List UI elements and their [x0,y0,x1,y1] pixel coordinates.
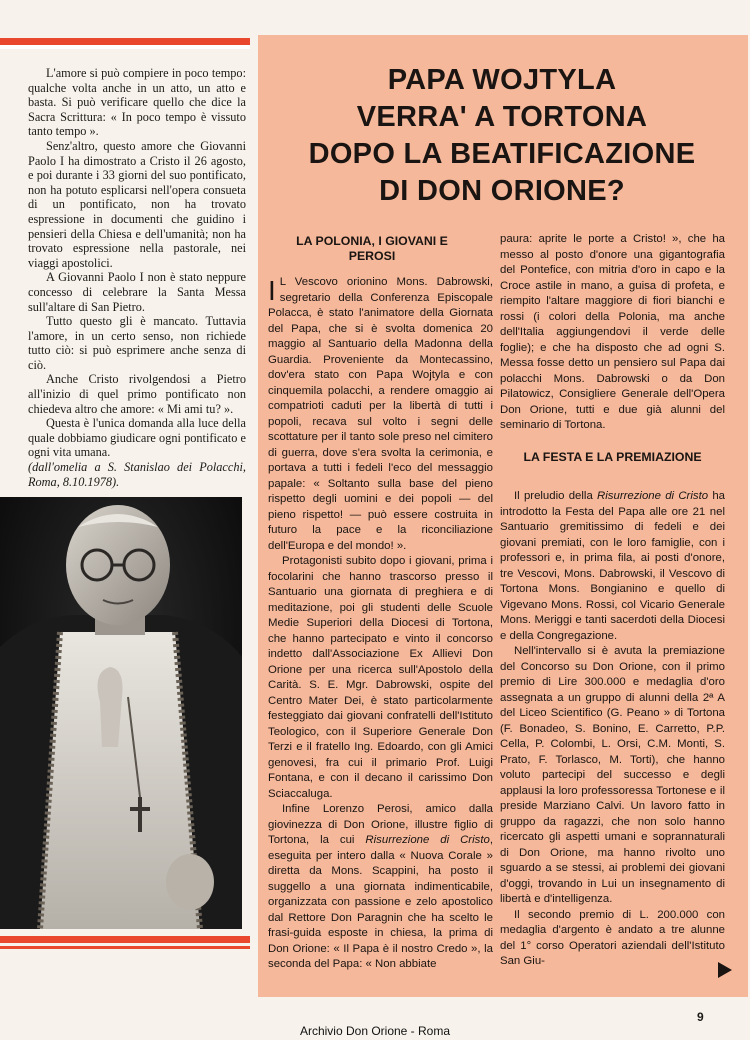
homily-paragraph: Anche Cristo rivolgendosi a Pietro all'inizio di quel primo pontificato non chiedeva altro che amore: « Mi ami tu? ». [28,372,246,416]
headline-line: PAPA WOJTYLA [387,64,617,96]
top-white-rule [0,45,250,49]
headline-line: VERRA' A TORTONA [356,101,648,133]
homily-paragraph: L'amore si può compiere in poco tempo: qualche volta anche in un atto, un atto e basta. Si può verificare quello che dice la Sacra Scrittura: « In poco tempo è vissuto tanto tempo ». [28,66,246,139]
homily-paragraph: Tutto questo gli è mancato. Tuttavia l'amore, in un certo senso, non richiede tutto ciò: si può esprimere anche senza di ciò. [28,314,246,372]
article-paragraph: Il preludio della Risurrezione di Cristo ha introdotto la Festa del Papa alle ore 21 nel Santuario gremitissimo di fedeli e dei giovani premiati, con le loro famiglie, con i professori e, in prima fila, ai posti d'onore, tre Vescovi, Mons. Dabrowski, il Vescovo di Tortona Mons. Bongianino e quello di Vigevano Mons. Rossi, col Vicario Generale Mons. Meriggi e tanti sacerdoti della Diocesi e della Congregazione. [500,490,725,642]
drop-cap: I [268,275,276,306]
article-paragraph: paura: aprite le porte a Cristo! », che ha messo al posto d'onore una gigantografia del Pontefice, con mitria d'oro in capo e la Croce astile in mano, a guisa di profeta, e riempito l'altare maggiore di fiori bianchi e rossi (i colori della Polonia, ma anche dell'Italia aggiungendovi il verde delle foglie); e che ha disposto che ad ogni S. Messa fosse detto un pensiero sul Papa dai polacchi Mons. Dabrowski o da Don Pilatowicz, Consigliere Generale dell'Opera Don Orione, tutti e due già alunni del seminario di Tortona. [500,233,725,431]
homily-excerpt [28,66,246,489]
bottom-red-rule [0,936,250,943]
section-title-polonia: LA POLONIA, I GIOVANI E PEROSI [296,234,448,263]
article-column-1 [268,275,493,973]
article-paragraph: I L Vescovo orionino Mons. Dabrowski, segretario della Conferenza Episcopale Polacca, è stato l'animatore della Giornata del Papa, che si è svolta domenica 20 maggio al Santuario della Madonna della Guardia. Proveniente da Montecassino, dov'era stato con Papa Wojtyla e con cinquemila polacchi, a rendere omaggio ai compatrioti caduti per la libertà di tutti i popoli, recava sul volto i segni delle scottature per il tanto sole preso nel cimitero di guerra, dove s'era svolta la cerimonia, e portava a tutti i fedeli l'eco del messaggio papale: « Soltanto sulla base del pieno rispetto degli uomini e dei popoli — del pieno rispetto! — può essere costruita in futuro la pace e la riconciliazione dell'Europa e del mondo! ». [268,275,493,552]
homily-paragraph: Questa è l'unica domanda alla luce della quale dobbiamo giudicare ogni pontificato e ogni vita umana. [28,416,246,460]
pope-photo [0,497,242,929]
bottom-red-rule-thin [0,946,250,949]
article-column-2-continued [500,489,725,970]
homily-paragraph: A Giovanni Paolo I non è stato neppure concesso di celebrare la Santa Messa sull'altare di San Pietro. [28,270,246,314]
pope-portrait-illustration [0,497,242,929]
article-headline [262,62,742,210]
article-paragraph: Infine Lorenzo Perosi, amico dalla giovinezza di Don Orione, illustre figlio di Tortona, la cui Risurrezione di Cristo, eseguita per intero dalla « Nuova Corale » diretta da Mons. Scappini, ha posto il suggello a una giornata indimenticabile, organizzata con passione e zelo apostolico dal Rettore Don Paragnin che ha scelto le frasi-guida esposte in chiesa, la prima di Don Orione: « Il Papa è il nostro Credo », la seconda del Papa: « Non abbiate [268,803,494,970]
section-title-festa: LA FESTA E LA PREMIAZIONE [523,450,702,464]
article-paragraph: Protagonisti subito dopo i giovani, prima i focolarini che hanno trascorso presso il Santuario una giornata di preghiera e di meditazione, poi gli studenti delle Scuole Medie Superiori della Diocesi di Tortona, che hanno partecipato e vinto il concorso indetto dall'Associazione Ex Allievi Don Orione per una ricerca sull'Apostolo della Carità. S. E. Mgr. Dabrowski, ospite del Centro Mater Dei, è stato particolarmente festeggiato dai giovani confratelli dell'Istituto Teologico, con il Superiore Generale Don Terzi e il fratello Ing. Edoardo, con gli Amici genovesi, fra cui il primario Prof. Luigi Fontana, e con il decano il carissimo Don Sciaccaluga. [268,555,493,800]
article-paragraph: Nell'intervallo si è avuta la premiazione del Concorso su Don Orione, con il primo premio di Lire 300.000 e medaglia d'oro assegnata a un gruppo di alunni della 2ª A del Liceo Scientifico (G. Peano » di Tortona (F. Bonadeo, S. Bonino, E. Carretto, P.P. Cella, P. Colombi, L. Orsi, C.M. Monti, S. Prato, F. Torlasco, M. Torti), che hanno voluto partecipi del successo e degli applausi la loro professoressa Tortonese e il preside Marziano Calvi. Un lavoro fatto in gruppo da ragazzi, che non solo hanno ricercato gli aspetti umani e soprannaturali di Don Orione, ma hanno rivolto uno sguardo a se stessi, ai problemi dei giovani d'oggi, trovando in Lui un insegnamento di libertà e d'intelligenza. [500,645,725,905]
article-paragraph: Il secondo premio di L. 200.000 con medaglia d'argento è andato a tre alunne del 1° corso Operatori aziendali dell'Istituto San Giu- [500,908,725,967]
article-column-2 [500,232,725,434]
continue-arrow-icon [718,962,732,978]
headline-line: DI DON ORIONE? [379,175,625,207]
page-number: 9 [697,1010,704,1024]
top-red-rule [0,38,250,45]
homily-paragraph: Senz'altro, questo amore che Giovanni Paolo I ha dimostrato a Cristo il 26 agosto, e poi durante i 33 giorni del suo pontificato, non ha potuto esplicarsi nell'opera consueta di un pontificato, non ha trovato espressione in documenti che guidino i pensieri della Chiesa e dell'umanità; non ha trovato espressione nella pastorale, nei viaggi apostolici. [28,138,246,270]
headline-line: DOPO LA BEATIFICAZIONE [308,138,696,170]
archive-footer: Archivio Don Orione - Roma [299,1024,451,1038]
homily-citation: (dall'omelia a S. Stanislao dei Polacchi, Roma, 8.10.1978). [28,460,246,489]
